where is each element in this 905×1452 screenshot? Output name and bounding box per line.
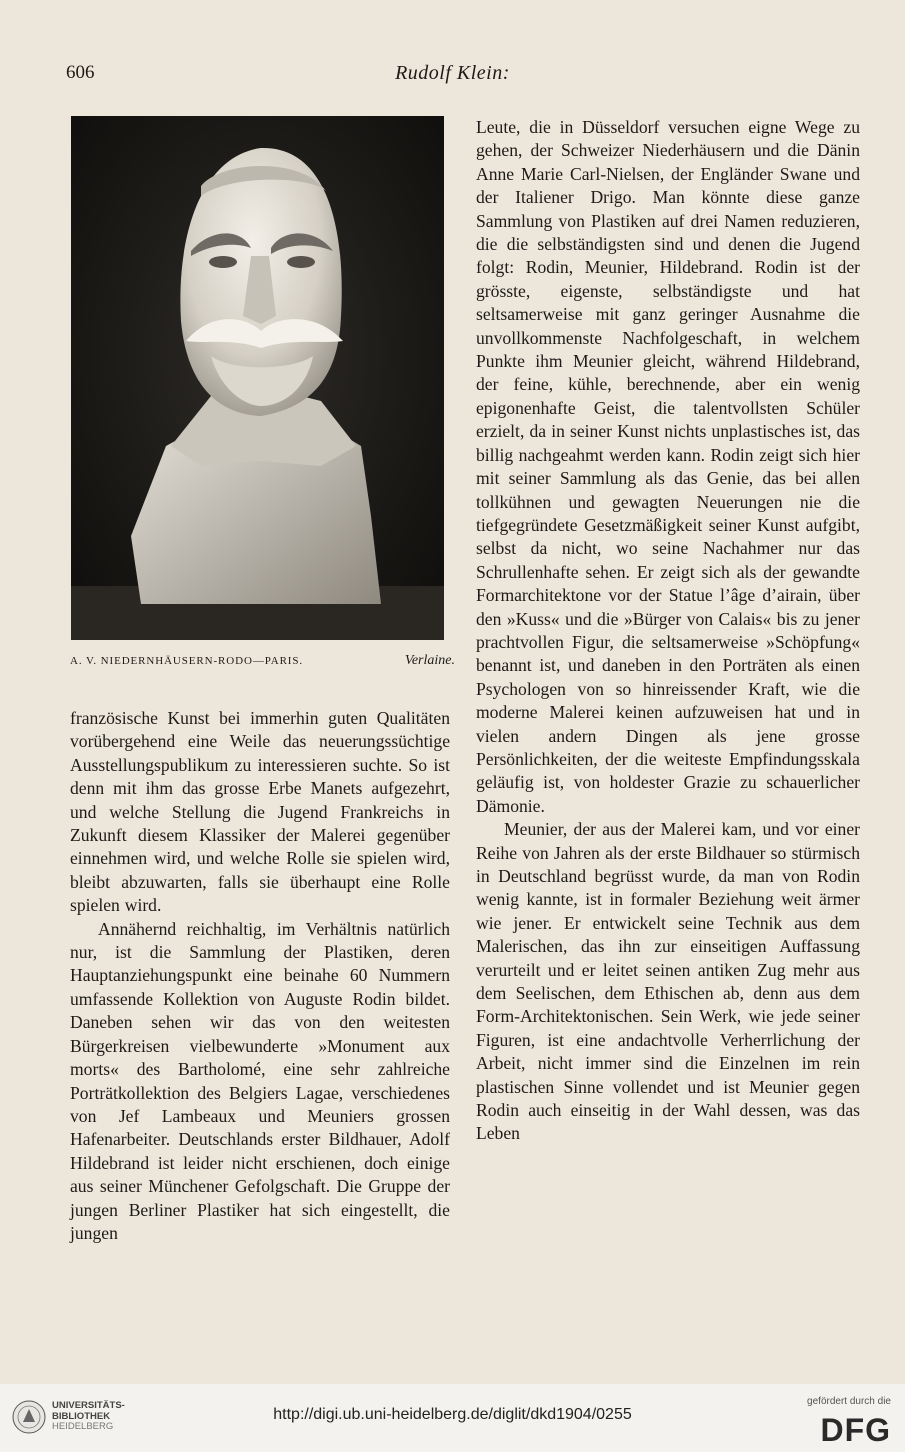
page-header [0,62,905,92]
paragraph: Annähernd reichhaltig, im Verhältnis natürlich nur, ist die Sammlung der Plastiken, deren Hauptanziehungspunkt eine beinahe 60 Nummern umfassende Kollektion von Auguste Rodin bildet. Daneben sehen wir das von den weitesten Bürgerkreisen vielbewunderte »Monument aux morts« des Bartholomé, eine sehr zahlreiche Porträtkollektion des Belgiers Lagae, verschiedenes von Jef Lambeaux und Meuniers grossen Hafenarbeiter. Deutschlands erster Bildhauer, Adolf Hildebrand ist leider nicht erschienen, doch einige aus seiner Münchener Gefolgschaft. Die Gruppe der jungen Berliner Plastiker hat sich eingestellt, die jungen [70,918,450,1243]
permalink-url[interactable]: http://digi.ub.uni-heidelberg.de/diglit/dkd1904/0255 [273,1406,632,1423]
left-text-column [70,707,450,1245]
paragraph: Meunier, der aus der Malerei kam, und vor einer Reihe von Jahren als der erste Bildhauer so stürmisch in Deutschland begrüsst wurde, da man von Rodin wenig kannte, ist in formaler Beziehung weit ärmer wie jener. Er entwickelt seine Technik aus dem Malerischen, das ihn zur einseitigen Auffassung verurteilt und er leitet seinen antiken Zug mehr aus dem Seelischen, dem Ethischen ab, denn aus dem Form-Architektonischen. Sein Werk, wie jede seiner Figuren, ist eine andachtvolle Verherrlichung der Arbeit, nicht immer sind die Einzelnen im rein plastischen Sinne vollendet und ist Meunier gegen Rodin auch einseitig in der Wahl dessen, was das Leben [476,819,860,1144]
digitization-footer [0,1384,905,1452]
institution-line: UNIVERSITÄTS- [52,1400,125,1411]
paragraph: französische Kunst bei immerhin guten Qualitäten vorübergehend eine Weile das neuerungssüchtige Ausstellungspublikum zu interessieren suchte. So ist denn mit ihm das grosse Erbe Manets aufgezehrt, und welche Stellung die Jugend Frankreichs in Zukunft diesem Klassiker der Malerei gegenüber einnehmen wird, und welche Rolle sie spielen wird, bleibt abzuwarten, falls sie überhaupt eine Rolle spielen wird. [70,708,450,916]
right-text-column [476,116,860,1146]
page-number: 606 [66,62,95,83]
sponsor-text: gefördert durch die [807,1396,891,1407]
dfg-logo: DFG [820,1412,891,1448]
running-title: Rudolf Klein: [395,62,510,84]
paragraph: Leute, die in Düsseldorf versuchen eigne Wege zu gehen, der Schweizer Niederhäusern und die Dänin Anne Marie Carl-Nielsen, der Engländer Swane und der Italiener Drigo. Man könnte diese ganze Sammlung von Plastiken auf drei Namen reduzieren, die die selbständigsten sind und denen die Jugend folgt: Rodin, Meunier, Hildebrand. Rodin ist der grösste, eigenste, selbständigste und hat seltsamerweise mit ganz geringer Ausnahme die unvollkommenste Nachfolgeschaft, in welchem Punkte ihm Meunier gleicht, während Hildebrand, der feine, kühle, berechnende, aber ein wenig epigonenhafte Geist, die talentvollsten Schüler erzielt, da in seiner Kunst nichts unplastisches ist, das billig nachgeahmt werden kann. Rodin zeigt sich hier mit seiner Sammlung als das Genie, das bei allen tollkühnen und gewagten Neuerungen nie die tiefgegründete Gesetzmäßigkeit seiner Kunst aufgibt, selbst da nicht, wo seine Nachahmer nur das Schrullenhafte sehen. Er zeigt sich als der gewandte Formarchitektone vor der Statue l’âge d’airain, über den »Kuss« und die »Bürger von Calais« bis zu jener prachtvollen Figur, die seltsamerweise »Schöpfung« benannt ist, und daneben in den Porträten als einen Psychologen von so hinreissender Kraft, wie die moderne Malerei keinen aufzuweisen hat und in vielen andern Dingen als jene grosse Persönlichkeiten, der die weiteste Empfindungsskala geläufig ist, von holdester Grazie zu schauerlicher Dämonie. [476,117,860,816]
figure-caption [70,655,455,675]
institution-line: HEIDELBERG [52,1421,114,1432]
sculpture-photograph [71,116,444,640]
caption-title: Verlaine. [404,653,455,668]
institution-line: BIBLIOTHEK [52,1410,111,1422]
caption-credit: A. V. NIEDERNHÄUSERN-RODO—PARIS. [70,655,304,667]
